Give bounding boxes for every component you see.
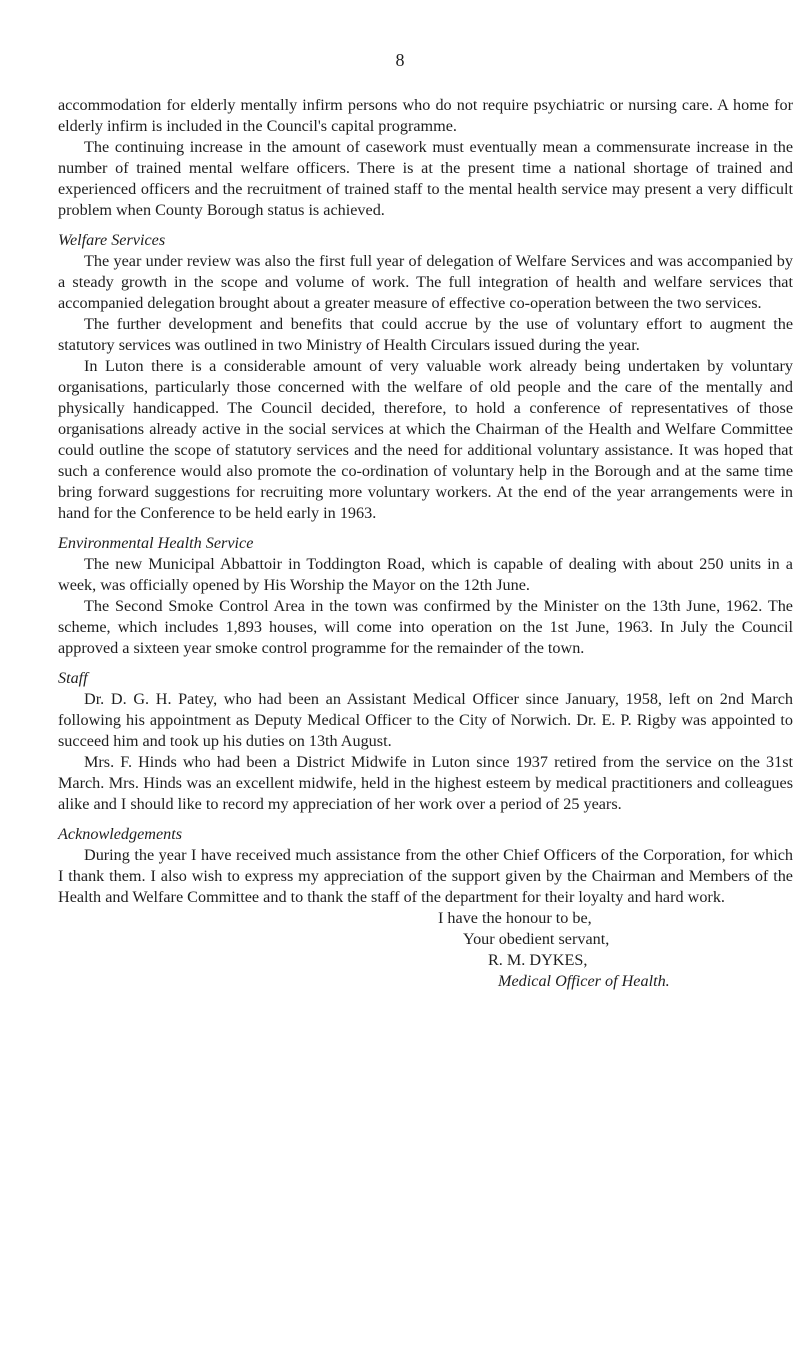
welfare-services-heading: Welfare Services: [58, 231, 166, 249]
acknowledgements-heading: Acknowledgements: [58, 825, 183, 843]
acknowledgements-paragraph-1: During the year I have received much assistance from the other Chief Officers of the Corporation, for which I thank them. I also wish to express my appreciation of the support given by the Chairman and Members of the Health and Welfare Committee and to thank the staff of the department for their loyalty and hard work.: [58, 846, 793, 906]
signature-title: Medical Officer of Health.: [498, 972, 670, 990]
signature-closing: I have the honour to be,: [438, 909, 592, 927]
staff-paragraph-1: Dr. D. G. H. Patey, who had been an Assistant Medical Officer since January, 1958, left on 2nd March following his appointment as Deputy Medical Officer to the City of Norwich. Dr. E. P. Rigby was appointed to succeed him and took up his duties on 13th August.: [58, 690, 793, 750]
environmental-health-heading: Environmental Health Service: [58, 534, 254, 552]
staff-paragraph-2: Mrs. F. Hinds who had been a District Midwife in Luton since 1937 retired from the service on the 31st March. Mrs. Hinds was an excellent midwife, held in the highest esteem by medical practitioners and colleagues alike and I should like to record my appreciation of her work over a period of 25 years.: [58, 753, 793, 813]
page-number: 8: [395, 50, 405, 70]
document-body: [58, 95, 793, 992]
welfare-paragraph-2: The further development and benefits that could accrue by the use of voluntary effort to augment the statutory services was outlined in two Ministry of Health Circulars issued during the year.: [58, 315, 793, 354]
welfare-paragraph-3: In Luton there is a considerable amount of very valuable work already being undertaken by voluntary organisations, particularly those concerned with the welfare of old people and the care of the mentally and physically handicapped. The Council decided, therefore, to hold a conference of representatives of those organisations already active in the social services at which the Chairman of the Health and Welfare Committee could outline the scope of statutory services and the need for additional voluntary assistance. It was hoped that such a conference would also promote the co-ordination of voluntary help in the Borough and at the same time bring forward suggestions for recruiting more voluntary workers. At the end of the year arrangements were in hand for the Conference to be held early in 1963.: [58, 357, 793, 522]
signature-block: [438, 908, 793, 992]
intro-paragraph-2: The continuing increase in the amount of casework must eventually mean a commensurate increase in the number of trained mental welfare officers. There is at the present time a national shortage of trained and experienced officers and the recruitment of trained staff to the mental health service may present a very difficult problem when County Borough status is achieved.: [58, 138, 793, 219]
environmental-paragraph-1: The new Municipal Abbattoir in Toddington Road, which is capable of dealing with about 250 units in a week, was officially opened by His Worship the Mayor on the 12th June.: [58, 555, 793, 594]
signature-servant: Your obedient servant,: [463, 930, 610, 948]
intro-paragraph-1: accommodation for elderly mentally infirm persons who do not require psychiatric or nursing care. A home for elderly infirm is included in the Council's capital programme.: [58, 96, 793, 135]
staff-heading: Staff: [58, 669, 88, 687]
welfare-paragraph-1: The year under review was also the first full year of delegation of Welfare Services and was accompanied by a steady growth in the scope and volume of work. The full integration of health and welfare services that accompanied delegation brought about a greater measure of effective co-operation between the two services.: [58, 252, 793, 312]
environmental-paragraph-2: The Second Smoke Control Area in the town was confirmed by the Minister on the 13th June, 1962. The scheme, which includes 1,893 houses, will come into operation on the 1st June, 1963. In July the Council approved a sixteen year smoke control programme for the remainder of the town.: [58, 597, 793, 657]
signature-name: R. M. DYKES,: [488, 951, 588, 969]
